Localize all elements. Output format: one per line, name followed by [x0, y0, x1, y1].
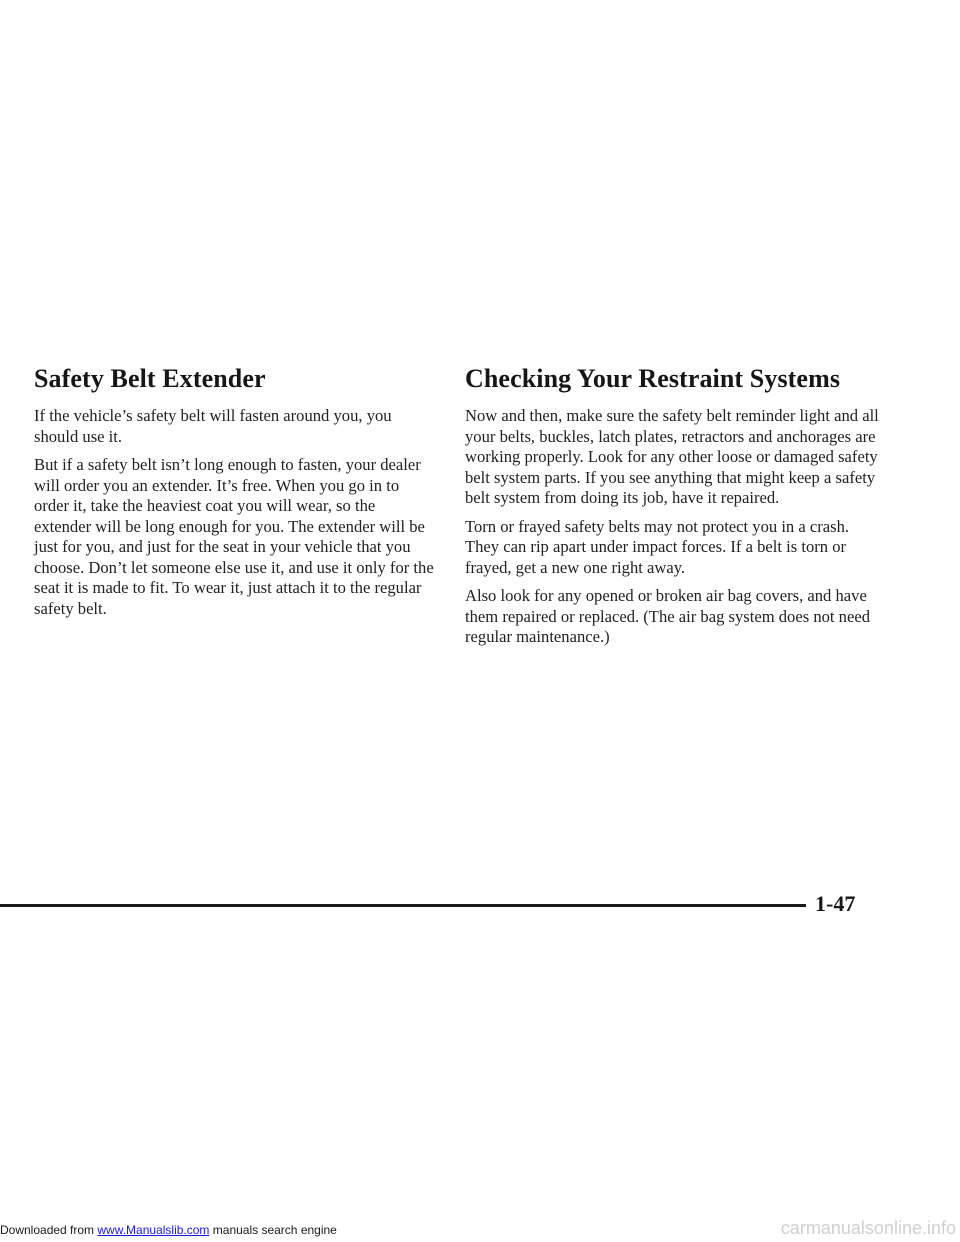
- section-safety-belt-extender: [34, 364, 434, 627]
- paragraph: Also look for any opened or broken air bag covers, and have them repaired or replaced. (The air bag system does not need regular maintenance.): [465, 586, 870, 646]
- download-notice-prefix: Downloaded from: [0, 1223, 98, 1237]
- download-notice: [0, 1222, 337, 1238]
- paragraph: If the vehicle’s safety belt will fasten around you, you should use it.: [34, 406, 392, 446]
- section-heading: Checking Your Restraint Systems: [465, 364, 841, 393]
- paragraph: But if a safety belt isn’t long enough to fasten, your dealer will order you an extender. It’s free. When you go in to order it, take the heaviest coat you will wear, so the extender will be long enough for you. The extender will be just for you, and just for the seat in your vehicle that you choose. Don’t let someone else use it, and use it only for the seat it is made to fit. To wear it, just attach it to the regular safety belt.: [34, 455, 434, 618]
- page-number: 1-47: [815, 891, 856, 916]
- manualslib-link[interactable]: www.Manualslib.com: [97, 1223, 210, 1237]
- download-notice-suffix: manuals search engine: [209, 1223, 337, 1237]
- section-checking-restraint-systems: [465, 364, 885, 656]
- section-heading: Safety Belt Extender: [34, 364, 266, 393]
- watermark: carmanualsonline.info: [780, 1218, 956, 1238]
- paragraph: Torn or frayed safety belts may not protect you in a crash. They can rip apart under impact forces. If a belt is torn or frayed, get a new one right away.: [465, 516, 850, 577]
- footer-rule: [0, 904, 806, 907]
- paragraph: Now and then, make sure the safety belt reminder light and all your belts, buckles, latch plates, retractors and anchorages are working properly. Look for any other loose or damaged safety belt system parts. If you see anything that might keep a safety belt system from doing its job, have it repaired.: [465, 406, 879, 507]
